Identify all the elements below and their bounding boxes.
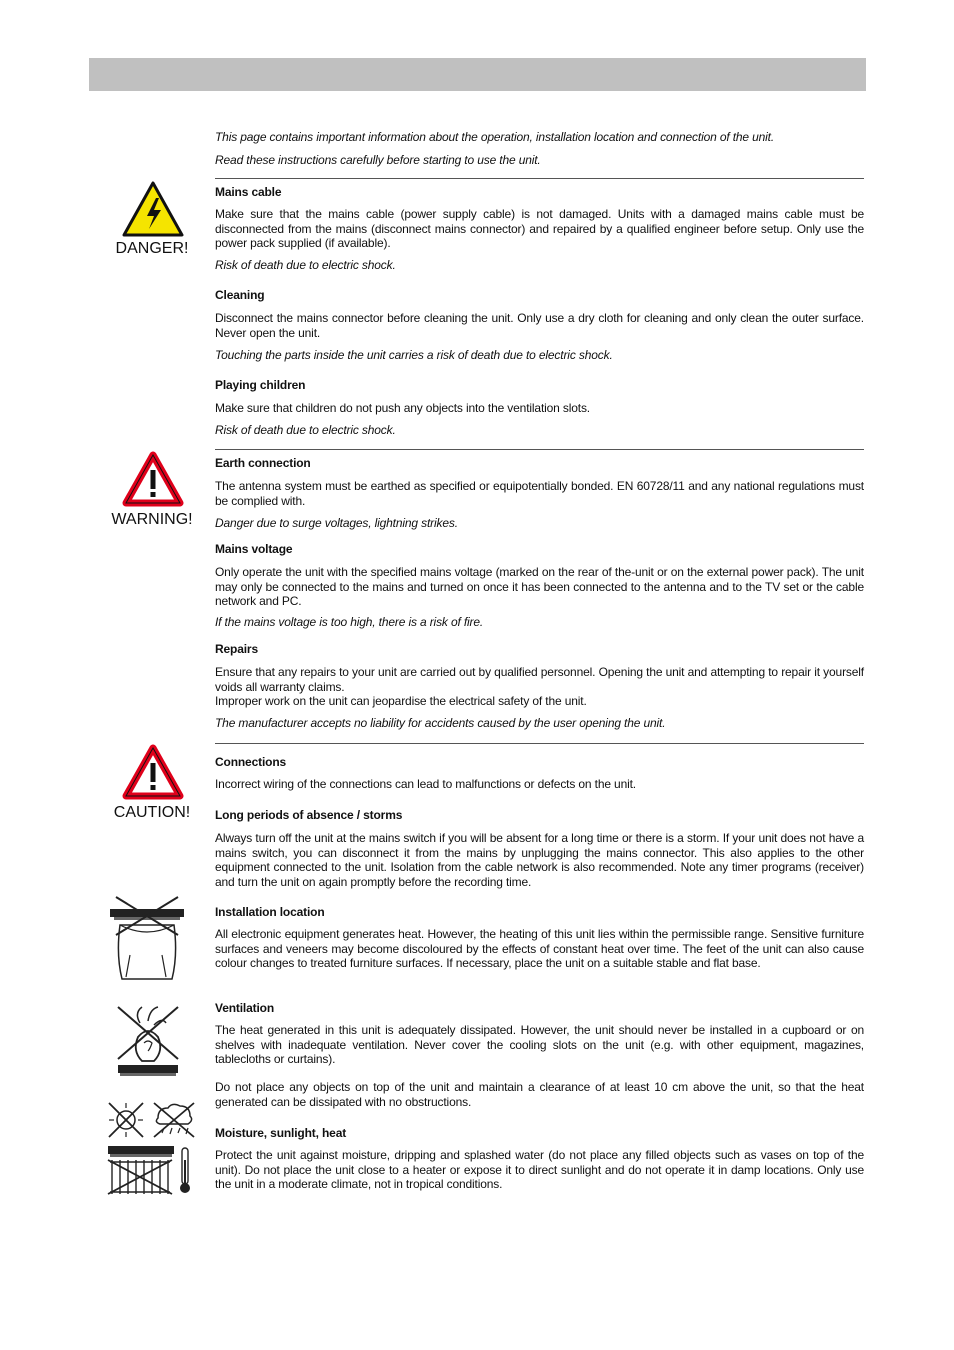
section-title-installation: Installation location — [215, 905, 325, 919]
section-title-absence: Long periods of absence / storms — [215, 808, 403, 822]
section-title-repairs: Repairs — [215, 642, 258, 656]
warning-label: WARNING! — [111, 511, 193, 528]
section-title-moisture: Moisture, sunlight, heat — [215, 1126, 347, 1140]
section-divider — [215, 449, 864, 450]
section-note-playing-children: Risk of death due to electric shock. — [215, 423, 396, 437]
intro-line-1: This page contains important information about the operation, installation location and connection of the unit. — [215, 130, 775, 144]
section-note-mains-cable: Risk of death due to electric shock. — [215, 258, 396, 272]
section-note-mains-voltage: If the mains voltage is too high, there is a risk of fire. — [215, 615, 484, 629]
section-body-repairs: Ensure that any repairs to your unit are carried out by qualified personnel. Opening the unit and attempting to repair it yourself voids all warranty claims. — [215, 665, 864, 694]
section-title-cleaning: Cleaning — [215, 288, 265, 302]
section-title-mains-cable: Mains cable — [215, 185, 282, 199]
intro-line-2: Read these instructions carefully before starting to use the unit. — [215, 153, 541, 167]
section-divider — [215, 178, 864, 179]
section-note-earth-connection: Danger due to surge voltages, lightning strikes. — [215, 516, 458, 530]
danger-label: DANGER! — [115, 240, 189, 257]
exclamation-caution-icon — [122, 744, 184, 800]
section-body-mains-cable: Make sure that the mains cable (power supply cable) is not damaged. Units with a damaged mains cable must be disconnected from the mains (disconnect mains connector) and repaired by a qualified engineer before setup. Only use the power pack supplied (if available). — [215, 207, 864, 250]
caution-label: CAUTION! — [113, 804, 191, 821]
section-divider — [215, 743, 864, 744]
section-body-cleaning: Disconnect the mains connector before cleaning the unit. Only use a dry cloth for cleaning and only clean the outer surface. Never open the unit. — [215, 311, 864, 340]
exclamation-warning-icon — [122, 451, 184, 507]
section-title-ventilation: Ventilation — [215, 1001, 275, 1015]
section-note-repairs: The manufacturer accepts no liability for accidents caused by the user opening the unit. — [215, 716, 666, 730]
sun-rain-heater-prohibited-icon — [106, 1100, 198, 1196]
section-body2-ventilation: Do not place any objects on top of the unit and maintain a clearance of at least 10 cm above the unit, so that the heat generated can be dissipated with no obstructions. — [215, 1080, 864, 1109]
section-body-connections: Incorrect wiring of the connections can lead to malfunctions or defects on the unit. — [215, 777, 636, 791]
section-body2-repairs: Improper work on the unit can jeopardise the electrical safety of the unit. — [215, 694, 587, 708]
section-title-earth-connection: Earth connection — [215, 456, 311, 470]
section-body-installation: All electronic equipment generates heat. However, the heating of this unit lies within the permissible range. Sensitive furniture surfaces and veneers may become discoloured by the effects of constant heat over time. The feet of the unit can also cause colour changes to treated furniture surfaces. If necessary, place the unit on a suitable stable and flat base. — [215, 927, 864, 970]
section-title-mains-voltage: Mains voltage — [215, 542, 293, 556]
section-body-absence: Always turn off the unit at the mains switch if you will be absent for a long time or there is a storm. If your unit does not have a mains switch, you can disconnect it from the mains by unplugging the mains connector. This also applies to the other equipment connected to the unit. Isolation from the cable network is also recommended. Note any timer programs (receiver) and turn the unit on again promptly before the recording time. — [215, 831, 864, 889]
section-title-connections: Connections — [215, 755, 287, 769]
section-body-moisture: Protect the unit against moisture, dripping and splashed water (do not place any filled objects such as vases on top of the unit). Do not place the unit close to a heater or expose it to direct sunlight and do not operate it in damp locations. Only use the unit in a moderate climate, not in tropical conditions. — [215, 1148, 864, 1191]
no-vase-on-unit-icon — [114, 1003, 182, 1081]
high-voltage-warning-icon — [121, 180, 185, 238]
section-title-playing-children: Playing children — [215, 378, 306, 392]
section-body-playing-children: Make sure that children do not push any objects into the ventilation slots. — [215, 401, 590, 415]
no-unit-on-furniture-icon — [106, 895, 188, 983]
section-body-mains-voltage: Only operate the unit with the specified mains voltage (marked on the rear of the-unit or on the external power pack). The unit may only be connected to the mains and turned on once it has been connected to the antenna and to the TV set or the cable network and PC. — [215, 565, 864, 608]
section-note-cleaning: Touching the parts inside the unit carries a risk of death due to electric shock. — [215, 348, 613, 362]
header-bar — [89, 58, 866, 91]
section-body-earth-connection: The antenna system must be earthed as specified or equipotentially bonded. EN 60728/11 and any national regulations must be complied with. — [215, 479, 864, 508]
section-body-ventilation: The heat generated in this unit is adequately dissipated. However, the unit should never be installed in a cupboard or on shelves with inadequate ventilation. Never cover the cooling slots on the unit (e.g. with other equipment, magazines, tablecloths or curtains). — [215, 1023, 864, 1066]
